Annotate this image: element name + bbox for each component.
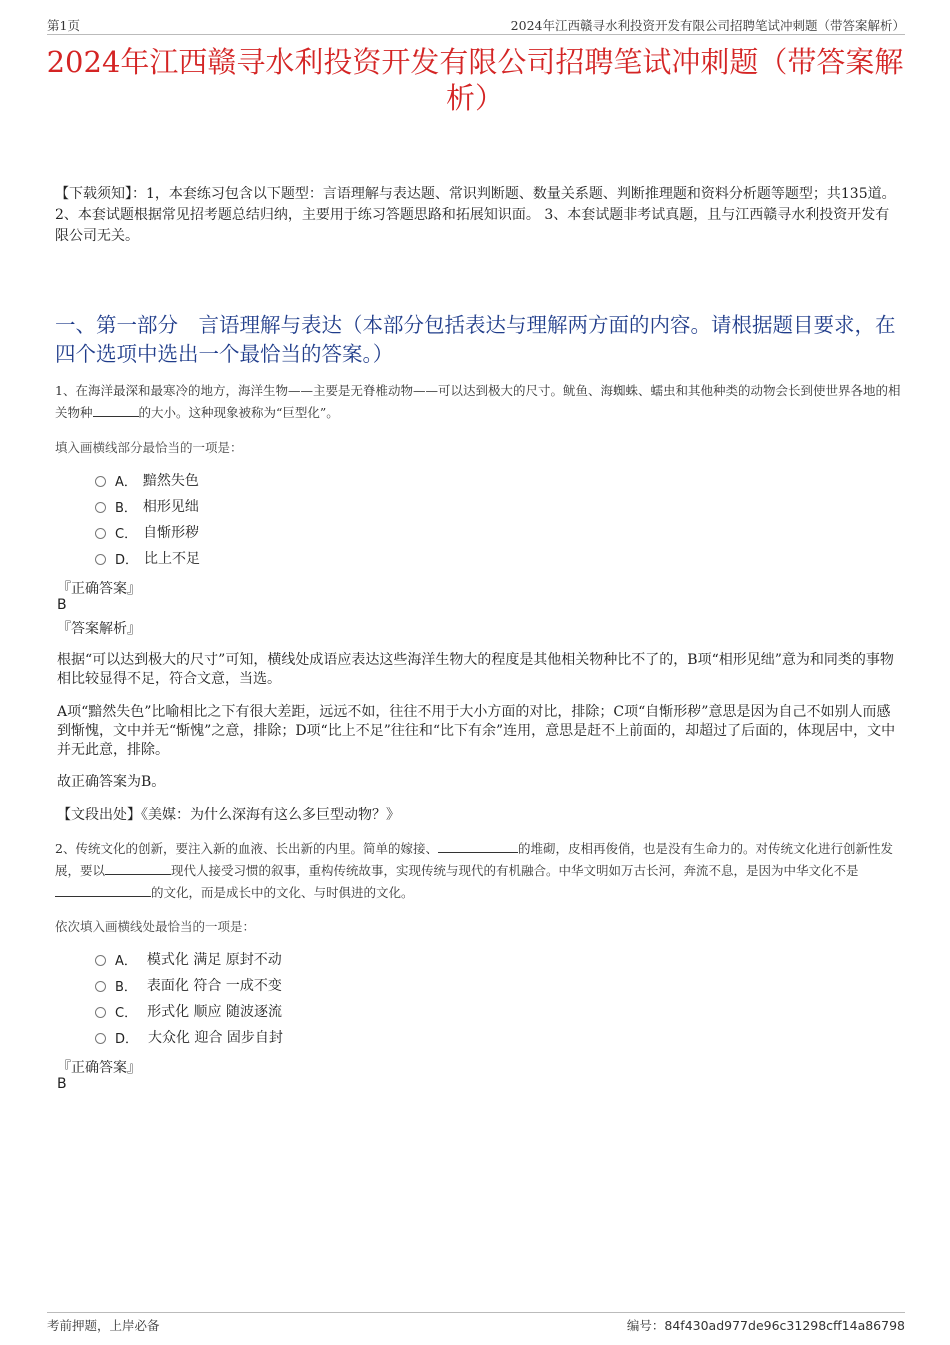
- document-title: 2024年江西赣寻水利投资开发有限公司招聘笔试冲刺题（带答案解析）: [46, 45, 904, 115]
- fill-blank: [55, 882, 151, 897]
- radio-icon[interactable]: [95, 1033, 106, 1044]
- option-a[interactable]: [95, 467, 200, 493]
- analysis-paragraph-1: 根据“可以达到极大的尺寸”可知，横线处成语应表达这些海洋生物大的程度是其他相关物种比不了的，B项“相形见绌”意为和同类的事物相比较显得不足，符合文意，当选。: [57, 652, 894, 687]
- analysis-paragraph-2: A项“黯然失色”比喻相比之下有很大差距，远远不如，往往不用于大小方面的对比，排除；C项“自惭形秽”意思是因为自己不如别人而感到惭愧，文中并无“惭愧”之意，排除；D项“比上不足”往往和“比下有余”连用，意思是赶不上前面的，却超过了后面的，体现居中，文中并无此意，排除。: [57, 704, 896, 758]
- radio-icon[interactable]: [95, 1007, 106, 1018]
- fill-blank: [438, 838, 518, 853]
- option-letter: C．: [115, 1005, 138, 1021]
- option-b[interactable]: [95, 493, 200, 519]
- option-letter: D．: [115, 1031, 139, 1047]
- radio-icon[interactable]: [95, 955, 106, 966]
- option-b[interactable]: [95, 972, 283, 998]
- option-text: 模式化 满足 原封不动: [146, 952, 282, 968]
- option-letter: C．: [115, 526, 138, 542]
- footer-code: [627, 1316, 905, 1334]
- option-text: 黯然失色: [142, 473, 199, 489]
- question-1-prompt: 填入画横线部分最恰当的一项是：: [55, 440, 243, 455]
- radio-icon[interactable]: [95, 554, 106, 565]
- question-2-text-a: 2、传统文化的创新，要注入新的血液、长出新的内里。简单的嫁接、: [55, 841, 438, 856]
- option-c[interactable]: [95, 998, 283, 1024]
- option-letter: A．: [115, 474, 137, 490]
- correct-answer: B: [57, 1076, 67, 1092]
- radio-icon[interactable]: [95, 528, 106, 539]
- option-d[interactable]: [95, 1024, 283, 1050]
- footer-code-value: 84f430ad977de96c31298cff14a86798: [664, 1318, 905, 1333]
- footer-slogan: 考前押题，上岸必备: [47, 1318, 160, 1333]
- option-c[interactable]: [95, 519, 200, 545]
- footer-code-label: 编号：: [626, 1318, 665, 1333]
- radio-icon[interactable]: [95, 981, 106, 992]
- correct-answer: B: [57, 597, 67, 613]
- fill-blank: [105, 860, 171, 875]
- option-text: 相形见绌: [142, 499, 199, 515]
- option-text: 表面化 符合 一成不变: [146, 978, 282, 994]
- question-2-text-b: 的堆砌，皮相再俊俏，也是没有生命力的。对传统文化进行创新性发展，要以: [55, 841, 893, 878]
- page-footer: [47, 1312, 905, 1333]
- radio-icon[interactable]: [95, 502, 106, 513]
- question-2-options: [95, 946, 283, 1050]
- header-doc-title: 2024年江西赣寻水利投资开发有限公司招聘笔试冲刺题（带答案解析）: [510, 18, 905, 33]
- option-letter: B．: [115, 979, 137, 995]
- download-notice: 【下载须知】：1，本套练习包含以下题型：言语理解与表达题、常识判断题、数量关系题、判断推理题和资料分析题等题型；共135道。 2、本套试题根据常见招考题总结归纳，主要用于练习答题思路和拓展知识面。 3、本套试题非考试真题，且与江西赣寻水利投资开发有限公司无关。: [55, 186, 896, 244]
- correct-answer-label: 『正确答案』: [57, 1060, 141, 1076]
- question-2-prompt: 依次填入画横线处最恰当的一项是：: [55, 919, 256, 934]
- page-number: 第1页: [47, 18, 80, 33]
- option-letter: B．: [115, 500, 137, 516]
- analysis-label: 『答案解析』: [57, 621, 141, 637]
- option-d[interactable]: [95, 545, 200, 571]
- question-1-text: [55, 380, 905, 424]
- section-heading: 一、第一部分 言语理解与表达（本部分包括表达与理解两方面的内容。请根据题目要求，在四个选项中选出一个最恰当的答案。）: [55, 313, 896, 366]
- option-text: 比上不足: [144, 551, 201, 567]
- analysis-paragraph-3: 故正确答案为B。: [57, 774, 166, 790]
- question-1-text-a: 1、在海洋最深和最寒冷的地方，海洋生物——主要是无脊椎动物——可以达到极大的尺寸。鱿鱼、海蜘蛛、蠕虫和其他种类的动物会长到使世界各地的相关物种: [55, 383, 901, 420]
- option-letter: A．: [115, 953, 137, 969]
- correct-answer-label: 『正确答案』: [57, 581, 141, 597]
- option-text: 自惭形秽: [143, 525, 200, 541]
- question-2-text: [55, 838, 905, 904]
- option-text: 大众化 迎合 固步自封: [148, 1030, 283, 1046]
- fill-blank: [93, 402, 139, 417]
- option-text: 形式化 顺应 随波逐流: [147, 1004, 282, 1020]
- option-letter: D．: [115, 552, 139, 568]
- source-citation: 【文段出处】《美媒：为什么深海有这么多巨型动物？》: [57, 807, 400, 823]
- page-header: [47, 14, 905, 35]
- radio-icon[interactable]: [95, 476, 106, 487]
- question-2-text-c: 现代人接受习惯的叙事，重构传统故事，实现传统与现代的有机融合。中华文明如万古长河，奔流不息，是因为中华文化不是: [171, 863, 859, 878]
- question-1-text-b: 的大小。这种现象被称为“巨型化”。: [138, 405, 339, 420]
- question-1-options: [95, 467, 200, 571]
- option-a[interactable]: [95, 946, 283, 972]
- question-2-text-d: 的文化，而是成长中的文化、与时俱进的文化。: [151, 885, 414, 900]
